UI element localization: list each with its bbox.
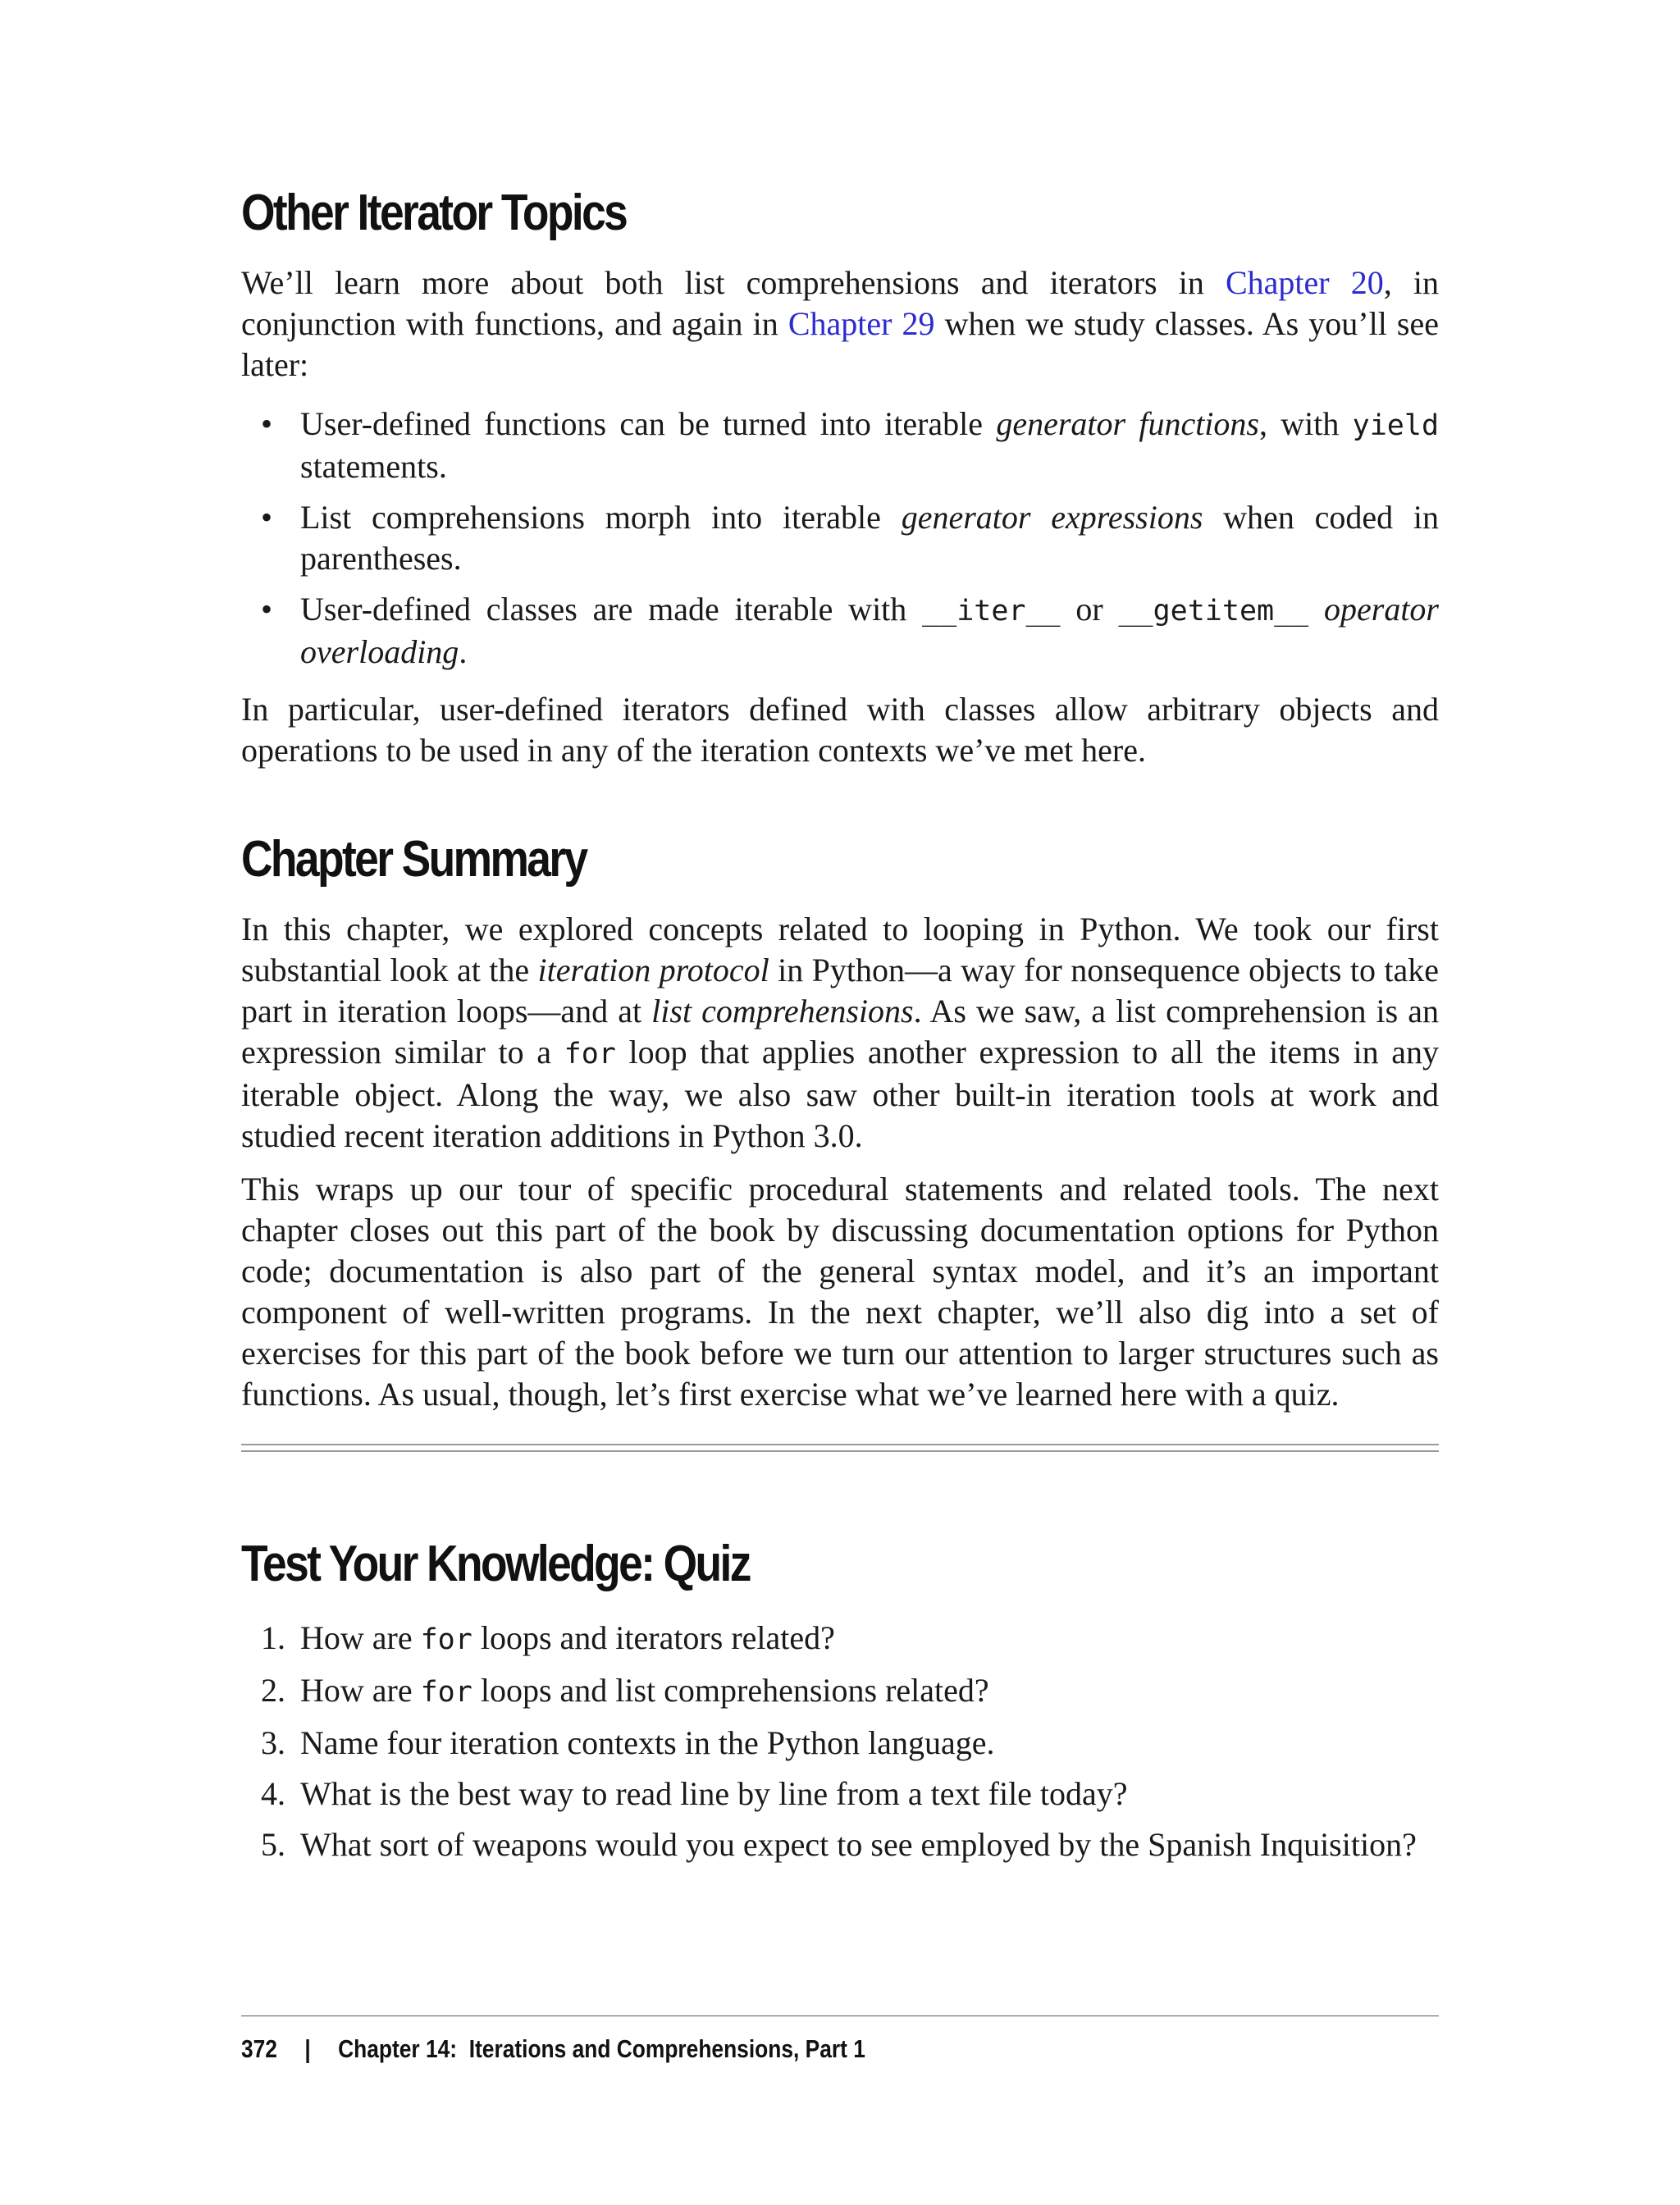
heading-quiz: Test Your Knowledge: Quiz — [241, 1536, 750, 1592]
quiz-question — [241, 1774, 1439, 1815]
section-chapter-summary — [241, 831, 1439, 888]
section-other-iterator-topics — [241, 185, 1439, 242]
heading-chapter-summary: Chapter Summary — [241, 831, 587, 888]
summary-paragraph-1 — [241, 909, 1439, 1157]
bullet-text: List comprehensions morph into iterable — [300, 499, 902, 536]
summary-paragraph-2: This wraps up our tour of specific procedural statements and related tools. The next chapter closes out this part of the book by discussing documentation options for Python code; documentation is also part of the general syntax model, and it’s an important component of well-written programs. In the next chapter, we’ll also dig into a set of exercises for this part of the book before we turn our attention to larger structures such as functions. As usual, though, let’s first exercise what we’ve learned here with a quiz. — [241, 1171, 1439, 1413]
section1-outro — [241, 689, 1439, 771]
bullet-text — [1308, 591, 1324, 628]
link-chapter-20[interactable]: Chapter 20 — [1226, 264, 1384, 301]
bullet-icon: • — [261, 405, 273, 442]
quiz-text: Name four iteration contexts in the Python language. — [300, 1724, 995, 1761]
code-getitem: __getitem__ — [1118, 595, 1309, 628]
heading-other-iterator-topics: Other Iterator Topics — [241, 185, 627, 241]
quiz-question — [241, 1618, 1439, 1660]
bullet-text: . — [459, 633, 468, 670]
quiz-text: How are — [300, 1672, 421, 1709]
bullet-text: User-defined classes are made iterable with — [300, 591, 923, 628]
quiz-number: 4. — [261, 1775, 285, 1812]
bullet-item-operator-overloading — [241, 589, 1439, 673]
section1-intro — [241, 262, 1439, 386]
code-for: for — [420, 1676, 472, 1709]
quiz-list — [241, 1618, 1439, 1865]
summary-text: . As we saw, a list comprehension is an expression similar to a — [241, 993, 1439, 1071]
bullet-text: when coded in parentheses. — [300, 499, 1440, 577]
quiz-question — [241, 1670, 1439, 1713]
summary-paragraph-1-wrap — [241, 909, 1439, 1157]
summary-emphasis: iteration protocol — [537, 952, 769, 988]
bullet-emphasis: operator overloading — [300, 591, 1439, 670]
quiz-question — [241, 1723, 1439, 1764]
bullet-emphasis: generator functions — [996, 405, 1259, 442]
summary-text: in Python—a way for nonsequence objects to take part in iteration loops—and at — [241, 952, 1439, 1029]
quiz-text: loops and iterators related? — [472, 1619, 835, 1656]
intro-text-1: We’ll learn more about both list comprehensions and iterators in — [241, 264, 1226, 301]
code-for: for — [420, 1623, 472, 1656]
quiz-text: loops and list comprehensions related? — [472, 1672, 989, 1709]
page-number: 372 — [241, 2034, 277, 2063]
quiz-number: 5. — [261, 1826, 285, 1863]
quiz-text: What is the best way to read line by line from a text file today? — [300, 1775, 1128, 1812]
page-footer — [241, 2033, 865, 2066]
summary-text: In this chapter, we explored concepts related to looping in Python. We took our first substantial look at the — [241, 911, 1439, 988]
section-quiz — [241, 1536, 1439, 1593]
section-divider — [241, 1444, 1439, 1452]
bullet-text: , with — [1259, 405, 1353, 442]
bullet-emphasis: generator expressions — [901, 499, 1203, 536]
bullet-text: statements. — [300, 448, 447, 485]
footer-chapter-title: Chapter 14: Iterations and Comprehensions, Part 1 — [338, 2034, 865, 2063]
quiz-number: 2. — [261, 1672, 285, 1709]
intro-text-2: , in conjunction with functions, and again in — [241, 264, 1439, 342]
iterator-topics-list — [241, 404, 1439, 673]
summary-paragraph-2-wrap — [241, 1169, 1439, 1415]
quiz-question — [241, 1824, 1439, 1865]
quiz-number: 3. — [261, 1724, 285, 1761]
quiz-number: 1. — [261, 1619, 285, 1656]
code-yield: yield — [1352, 409, 1440, 442]
bullet-icon: • — [261, 591, 273, 628]
summary-text: loop that applies another expression to all the items in any iterable object. Along the way, we also saw other built-in iteration tools at work and studied recent iteration additions in Python 3.0. — [241, 1034, 1439, 1154]
bullet-icon: • — [261, 499, 273, 536]
link-chapter-29[interactable]: Chapter 29 — [788, 305, 935, 342]
footer-separator: | — [304, 2034, 311, 2063]
outro-paragraph: In particular, user-defined iterators defined with classes allow arbitrary objects and operations to be used in any of the iteration contexts we’ve met here. — [241, 691, 1439, 769]
code-iter: __iter__ — [922, 595, 1061, 628]
quiz-text: How are — [300, 1619, 421, 1656]
code-for: for — [564, 1038, 616, 1071]
bullet-text: User-defined functions can be turned into iterable — [300, 405, 997, 442]
intro-text-3: when we study classes. As you’ll see later: — [241, 305, 1439, 383]
intro-paragraph — [241, 262, 1439, 386]
bullet-item-generator-expressions — [241, 497, 1439, 579]
summary-emphasis: list comprehensions — [651, 993, 914, 1029]
bullet-item-generator-functions — [241, 404, 1439, 487]
bullet-text: or — [1060, 591, 1119, 628]
quiz-text: What sort of weapons would you expect to see employed by the Spanish Inquisition? — [300, 1826, 1417, 1863]
